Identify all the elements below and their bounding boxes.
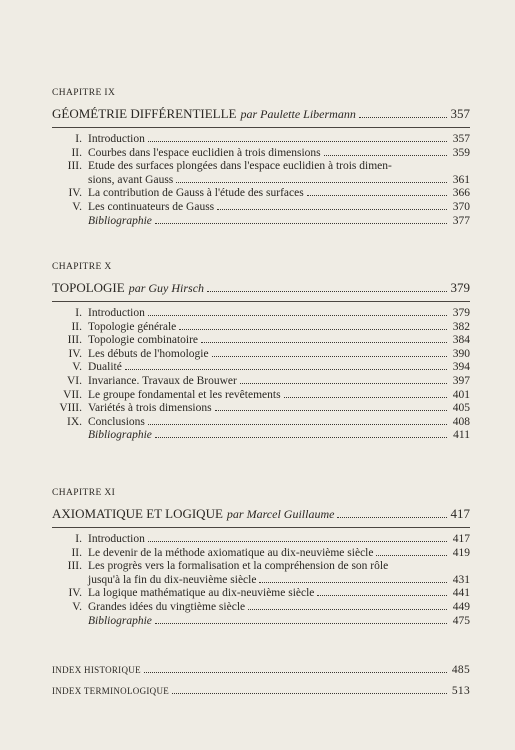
section-title: Topologie combinatoire	[88, 334, 199, 347]
chapter-author: par Guy Hirsch	[128, 281, 205, 295]
section-page: 377	[452, 214, 470, 227]
chapter-title: TOPOLOGIE	[52, 280, 125, 295]
index-title: INDEX HISTORIQUE	[52, 665, 141, 675]
index-page: 485	[451, 664, 470, 676]
section-number: V.	[72, 361, 82, 374]
section-page: 384	[452, 334, 470, 347]
section-number: II.	[71, 320, 82, 333]
leader-dots	[176, 182, 447, 183]
toc-entry-bibliography	[52, 615, 470, 629]
section-title: Le groupe fondamental et les revêtements	[88, 388, 281, 401]
chapter-x	[52, 262, 470, 443]
section-title: Grandes idées du vingtième siècle	[88, 600, 246, 613]
section-title-line2: jusqu'à la fin du dix-neuvième siècle	[88, 573, 257, 586]
section-title: Invariance. Travaux de Brouwer	[88, 374, 237, 387]
toc-entry	[52, 307, 470, 321]
chapter-rule	[52, 527, 470, 528]
section-page: 394	[452, 361, 470, 374]
section-title: Topologie générale	[88, 320, 177, 333]
section-number: II.	[71, 546, 82, 559]
leader-dots	[259, 582, 447, 583]
index-title: INDEX TERMINOLOGIQUE	[52, 686, 170, 696]
leader-dots	[248, 609, 447, 610]
section-number: IX.	[66, 415, 82, 428]
section-page: 417	[452, 533, 470, 545]
section-title: Bibliographie	[88, 429, 152, 442]
leader-dots	[284, 397, 447, 398]
leader-dots	[212, 356, 447, 357]
section-page: 370	[452, 200, 470, 213]
section-page: 366	[452, 187, 470, 200]
leader-dots	[179, 329, 447, 330]
toc-entry	[52, 533, 470, 547]
chapter-page: 379	[450, 280, 470, 295]
leader-dots	[324, 155, 447, 156]
section-number: I.	[75, 307, 82, 319]
section-title: Bibliographie	[88, 214, 152, 227]
toc-entry-bibliography	[52, 429, 470, 443]
leader-dots	[217, 209, 447, 210]
leader-dots	[201, 342, 447, 343]
section-title: Introduction	[88, 133, 145, 145]
section-title: La logique mathématique au dix-neuvième siècle	[88, 587, 315, 600]
toc-entry	[52, 587, 470, 601]
section-number: IV.	[68, 347, 82, 360]
toc-entry	[52, 187, 470, 201]
section-title: Courbes dans l'espace euclidien à trois dimensions	[88, 146, 321, 159]
section-title: Conclusions	[88, 415, 145, 428]
section-number: III.	[67, 560, 82, 573]
toc-entry	[52, 547, 470, 561]
leader-dots	[172, 693, 447, 694]
chapter-page: 357	[450, 106, 470, 121]
section-title-line2: sions, avant Gauss	[88, 173, 174, 186]
section-title: Variétés à trois dimensions	[88, 402, 212, 415]
toc-entry	[52, 348, 470, 362]
section-page: 357	[452, 133, 470, 145]
section-number: VIII.	[59, 402, 82, 415]
leader-dots	[307, 195, 447, 196]
section-page: 408	[452, 415, 470, 428]
chapter-title: GÉOMÉTRIE DIFFÉRENTIELLE	[52, 106, 237, 121]
section-title: Bibliographie	[88, 614, 152, 627]
chapter-rule	[52, 127, 470, 128]
section-page: 361	[452, 173, 470, 186]
section-title: Dualité	[88, 361, 122, 374]
section-page: 390	[452, 347, 470, 360]
chapter-page: 417	[450, 506, 470, 521]
leader-dots	[240, 383, 447, 384]
chapter-author: par Marcel Guillaume	[226, 507, 335, 521]
leader-dots	[337, 517, 447, 518]
chapter-title-row	[52, 106, 470, 122]
section-page: 449	[452, 600, 470, 613]
chapter-title-row	[52, 506, 470, 522]
leader-dots	[207, 291, 447, 292]
toc-entry	[52, 416, 470, 430]
chapter-title: AXIOMATIQUE ET LOGIQUE	[52, 506, 223, 521]
section-title: Les débuts de l'homologie	[88, 347, 209, 360]
index-entry	[52, 664, 470, 676]
section-page: 431	[452, 573, 470, 586]
toc-entry	[52, 402, 470, 416]
toc-entry	[52, 334, 470, 348]
toc-entry	[52, 147, 470, 161]
section-title-line1: Etude des surfaces plongées dans l'espace euclidien à trois dimen-	[88, 160, 392, 173]
toc-entry	[52, 321, 470, 335]
section-page: 401	[452, 388, 470, 401]
section-number: II.	[71, 146, 82, 159]
chapter-ix	[52, 88, 470, 228]
chapter-label: CHAPITRE IX	[52, 88, 116, 98]
toc-entry-continued	[52, 174, 470, 188]
section-page: 397	[452, 374, 470, 387]
leader-dots	[215, 410, 447, 411]
section-title: Introduction	[88, 533, 145, 545]
leader-dots	[144, 672, 447, 673]
leader-dots	[317, 595, 447, 596]
section-number: III.	[67, 334, 82, 347]
section-number: VII.	[63, 388, 82, 401]
toc-entry	[52, 133, 470, 147]
section-number: III.	[67, 160, 82, 173]
section-page: 359	[452, 146, 470, 159]
section-number: V.	[72, 600, 82, 613]
section-number: I.	[75, 533, 82, 545]
leader-dots	[125, 369, 447, 370]
toc-entry	[52, 601, 470, 615]
section-page: 475	[452, 614, 470, 627]
toc-entry	[52, 201, 470, 215]
section-title: Introduction	[88, 307, 145, 319]
section-page: 441	[452, 587, 470, 600]
section-number: IV.	[68, 587, 82, 600]
chapter-label: CHAPITRE XI	[52, 488, 116, 498]
section-page: 405	[452, 402, 470, 415]
section-title: La contribution de Gauss à l'étude des surfaces	[88, 187, 304, 200]
chapter-xi	[52, 488, 470, 628]
section-number: VI.	[66, 374, 82, 387]
leader-dots	[148, 424, 447, 425]
leader-dots	[155, 437, 447, 438]
section-title: Le devenir de la méthode axiomatique au dix-neuvième siècle	[88, 546, 374, 559]
section-number: IV.	[68, 187, 82, 200]
toc-entry	[52, 389, 470, 403]
chapter-label: CHAPITRE X	[52, 262, 112, 272]
section-title: Les continuateurs de Gauss	[88, 200, 215, 213]
toc-entry-continued	[52, 574, 470, 588]
section-page: 382	[452, 320, 470, 333]
toc-entry	[52, 560, 470, 574]
section-number: I.	[75, 133, 82, 145]
chapter-rule	[52, 301, 470, 302]
toc-entry	[52, 160, 470, 174]
leader-dots	[148, 141, 447, 142]
index-list	[52, 664, 470, 697]
index-entry	[52, 685, 470, 697]
leader-dots	[155, 223, 447, 224]
section-page: 411	[453, 429, 470, 442]
section-number: V.	[72, 200, 82, 213]
leader-dots	[148, 315, 447, 316]
section-page: 379	[452, 307, 470, 319]
chapter-author: par Paulette Libermann	[240, 107, 356, 121]
index-page: 513	[451, 685, 470, 697]
toc-entry-bibliography	[52, 215, 470, 229]
section-title-line1: Les progrès vers la formalisation et la compréhension de son rôle	[88, 560, 389, 573]
toc-entry	[52, 375, 470, 389]
chapter-title-row	[52, 280, 470, 296]
section-page: 419	[452, 546, 470, 559]
leader-dots	[359, 117, 447, 118]
leader-dots	[155, 623, 447, 624]
toc-entry	[52, 361, 470, 375]
leader-dots	[376, 555, 447, 556]
leader-dots	[148, 541, 447, 542]
